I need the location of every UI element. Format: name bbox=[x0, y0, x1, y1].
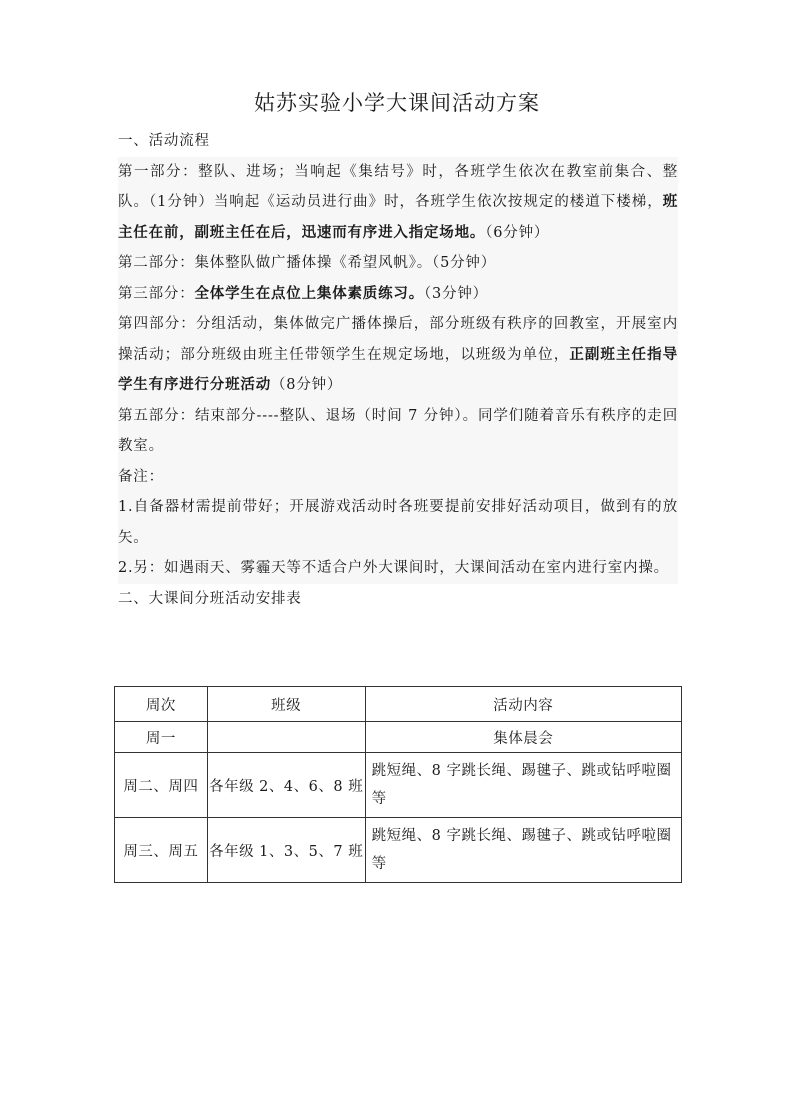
cell-classes: 各年级 2、4、6、8 班 bbox=[207, 753, 365, 818]
cell-content: 跳短绳、8 字跳长绳、踢毽子、跳或钻呼啦圈等 bbox=[365, 818, 681, 883]
part-four-text: 第四部分：分组活动，集体做完广播体操后，部分班级有秩序的回教室，开展室内操活动；部分班级由班主任带领学生在规定场地，以班级为单位， bbox=[118, 316, 678, 363]
note-one: 1.自备器材需提前带好；开展游戏活动时各班要提前安排好活动项目，做到有的放矢。 bbox=[118, 492, 678, 553]
cell-classes bbox=[207, 722, 365, 753]
paragraph-part-two: 第二部分：集体整队做广播体操《希望风帆》。（5分钟） bbox=[118, 248, 678, 279]
paragraph-part-five: 第五部分：结束部分----整队、退场（时间 7 分钟）。同学们随着音乐有秩序的走回教室。 bbox=[118, 401, 678, 462]
column-header-content: 活动内容 bbox=[365, 687, 681, 722]
table-header-row bbox=[115, 687, 682, 722]
part-one-text: 第一部分：整队、进场；当响起《集结号》时，各班学生依次在教室前集合、整队。（1分钟）当响起《运动员进行曲》时，各班学生依次按规定的楼道下楼梯， bbox=[118, 163, 678, 210]
paragraph-part-three bbox=[118, 279, 678, 310]
part-four-duration: （8分钟） bbox=[271, 377, 343, 393]
table-row bbox=[115, 753, 682, 818]
cell-week: 周三、周五 bbox=[115, 818, 208, 883]
part-one-emphasis: 班主任在前，副班主任在后，迅速而有序进入指定场地。 bbox=[118, 193, 678, 241]
activity-schedule-table bbox=[114, 686, 682, 883]
part-one-duration: （6分钟） bbox=[485, 224, 550, 241]
paragraph-part-four bbox=[118, 309, 678, 401]
column-header-classes: 班级 bbox=[207, 687, 365, 722]
notes-heading: 备注： bbox=[118, 462, 678, 493]
part-three-duration: （3分钟） bbox=[424, 285, 488, 302]
section-heading-activity-flow: 一、活动流程 bbox=[118, 133, 210, 149]
cell-content: 跳短绳、8 字跳长绳、踢毽子、跳或钻呼啦圈等 bbox=[365, 753, 681, 818]
cell-week: 周一 bbox=[115, 722, 208, 753]
column-header-week: 周次 bbox=[115, 687, 208, 722]
table-row bbox=[115, 818, 682, 883]
cell-content: 集体晨会 bbox=[365, 722, 681, 753]
cell-classes: 各年级 1、3、5、7 班 bbox=[207, 818, 365, 883]
part-four-emphasis: 正副班主任指导学生有序进行分班活动 bbox=[118, 345, 678, 393]
paragraph-part-one bbox=[118, 157, 678, 249]
note-two: 2.另：如遇雨天、雾霾天等不适合户外大课间时，大课间活动在室内进行室内操。 bbox=[118, 553, 678, 584]
section-heading-schedule: 二、大课间分班活动安排表 bbox=[118, 590, 302, 607]
cell-week: 周二、周四 bbox=[115, 753, 208, 818]
part-three-emphasis: 全体学生在点位上集体素质练习。 bbox=[194, 284, 424, 302]
table-row bbox=[115, 722, 682, 753]
document-body bbox=[118, 126, 678, 614]
document-title: 姑苏实验小学大课间活动方案 bbox=[254, 91, 540, 115]
part-three-text: 第三部分： bbox=[118, 285, 195, 302]
